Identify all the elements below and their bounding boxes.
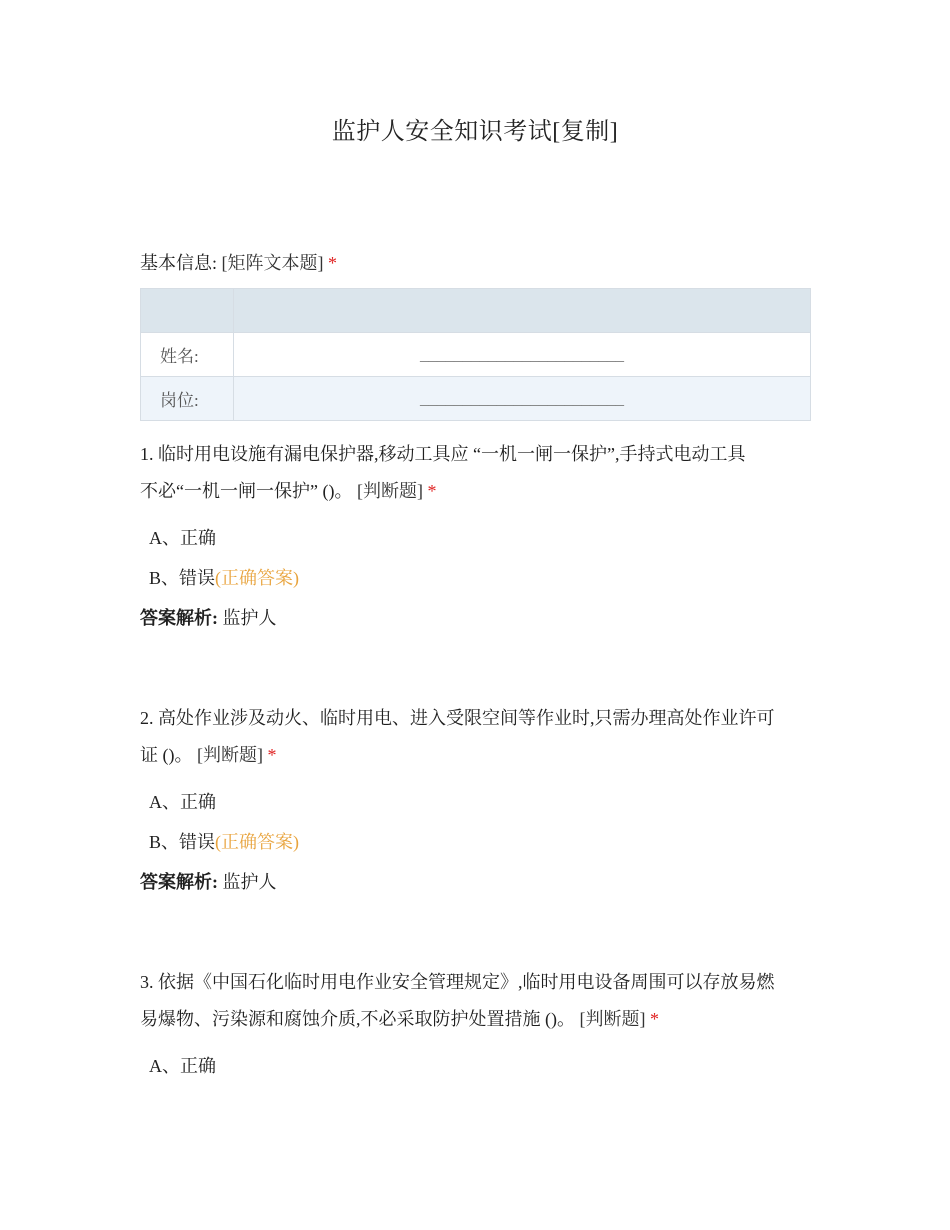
basic-info-label: 基本信息:: [140, 253, 218, 273]
option-a: [140, 782, 810, 822]
blank-line: ________________________: [420, 388, 624, 408]
analysis-label: 答案解析:: [140, 608, 218, 628]
question-text-line: 易爆物、污染源和腐蚀介质,不必采取防护处置措施 ()。: [140, 1009, 575, 1029]
question-text-line: 2. 高处作业涉及动火、临时用电、进入受限空间等作业时,只需办理高处作业许可: [140, 708, 775, 728]
question-type-tag: [判断题]: [579, 1009, 646, 1029]
basic-info-header: [140, 245, 810, 282]
option-b: [140, 558, 810, 598]
option-b: [140, 822, 810, 862]
question-2: [140, 700, 810, 902]
question-type-tag: [判断题]: [356, 481, 423, 501]
question-type-tag: [判断题]: [197, 745, 263, 765]
name-field[interactable]: [234, 333, 811, 377]
question-text: [140, 964, 810, 1038]
option-label: B、错误: [149, 568, 216, 588]
matrix-row-name: [141, 333, 811, 377]
question-text: [140, 700, 810, 774]
basic-info-matrix: [140, 288, 811, 421]
analysis-text: 监护人: [222, 872, 277, 892]
question-text: [140, 436, 810, 510]
analysis-text: 监护人: [222, 608, 277, 628]
answer-analysis: [140, 862, 810, 902]
matrix-header-cell: [234, 289, 811, 333]
analysis-label: 答案解析:: [140, 872, 218, 892]
matrix-row-label: 姓名:: [141, 333, 234, 377]
matrix-header-row: [141, 289, 811, 333]
option-label: A、正确: [149, 528, 216, 548]
option-a: [140, 1046, 810, 1086]
option-label: A、正确: [149, 792, 216, 812]
required-star: *: [427, 481, 437, 501]
correct-answer-mark: (正确答案): [215, 568, 300, 588]
option-label: A、正确: [149, 1056, 216, 1076]
question-text-line: 3. 依据《中国石化临时用电作业安全管理规定》,临时用电设备周围可以存放易燃: [140, 972, 775, 992]
position-field[interactable]: [234, 377, 811, 421]
question-type-tag: [矩阵文本题]: [221, 253, 324, 273]
question-text-line: 不必“一机一闸一保护” ()。: [140, 481, 353, 501]
option-a: [140, 518, 810, 558]
blank-line: ________________________: [420, 344, 624, 364]
answer-analysis: [140, 598, 810, 638]
question-1: [140, 436, 810, 638]
question-3: [140, 964, 810, 1086]
question-text-line: 证 ()。: [140, 745, 193, 765]
required-star: *: [267, 745, 277, 765]
question-text-line: 1. 临时用电设施有漏电保护器,移动工具应 “一机一闸一保护”,手持式电动工具: [140, 444, 746, 464]
correct-answer-mark: (正确答案): [215, 832, 300, 852]
required-star: *: [650, 1009, 659, 1029]
matrix-row-label: 岗位:: [141, 377, 234, 421]
option-label: B、错误: [149, 832, 216, 852]
page-title: 监护人安全知识考试[复制]: [331, 119, 619, 145]
required-star: *: [328, 253, 338, 273]
matrix-row-position: [141, 377, 811, 421]
matrix-header-cell: [141, 289, 234, 333]
